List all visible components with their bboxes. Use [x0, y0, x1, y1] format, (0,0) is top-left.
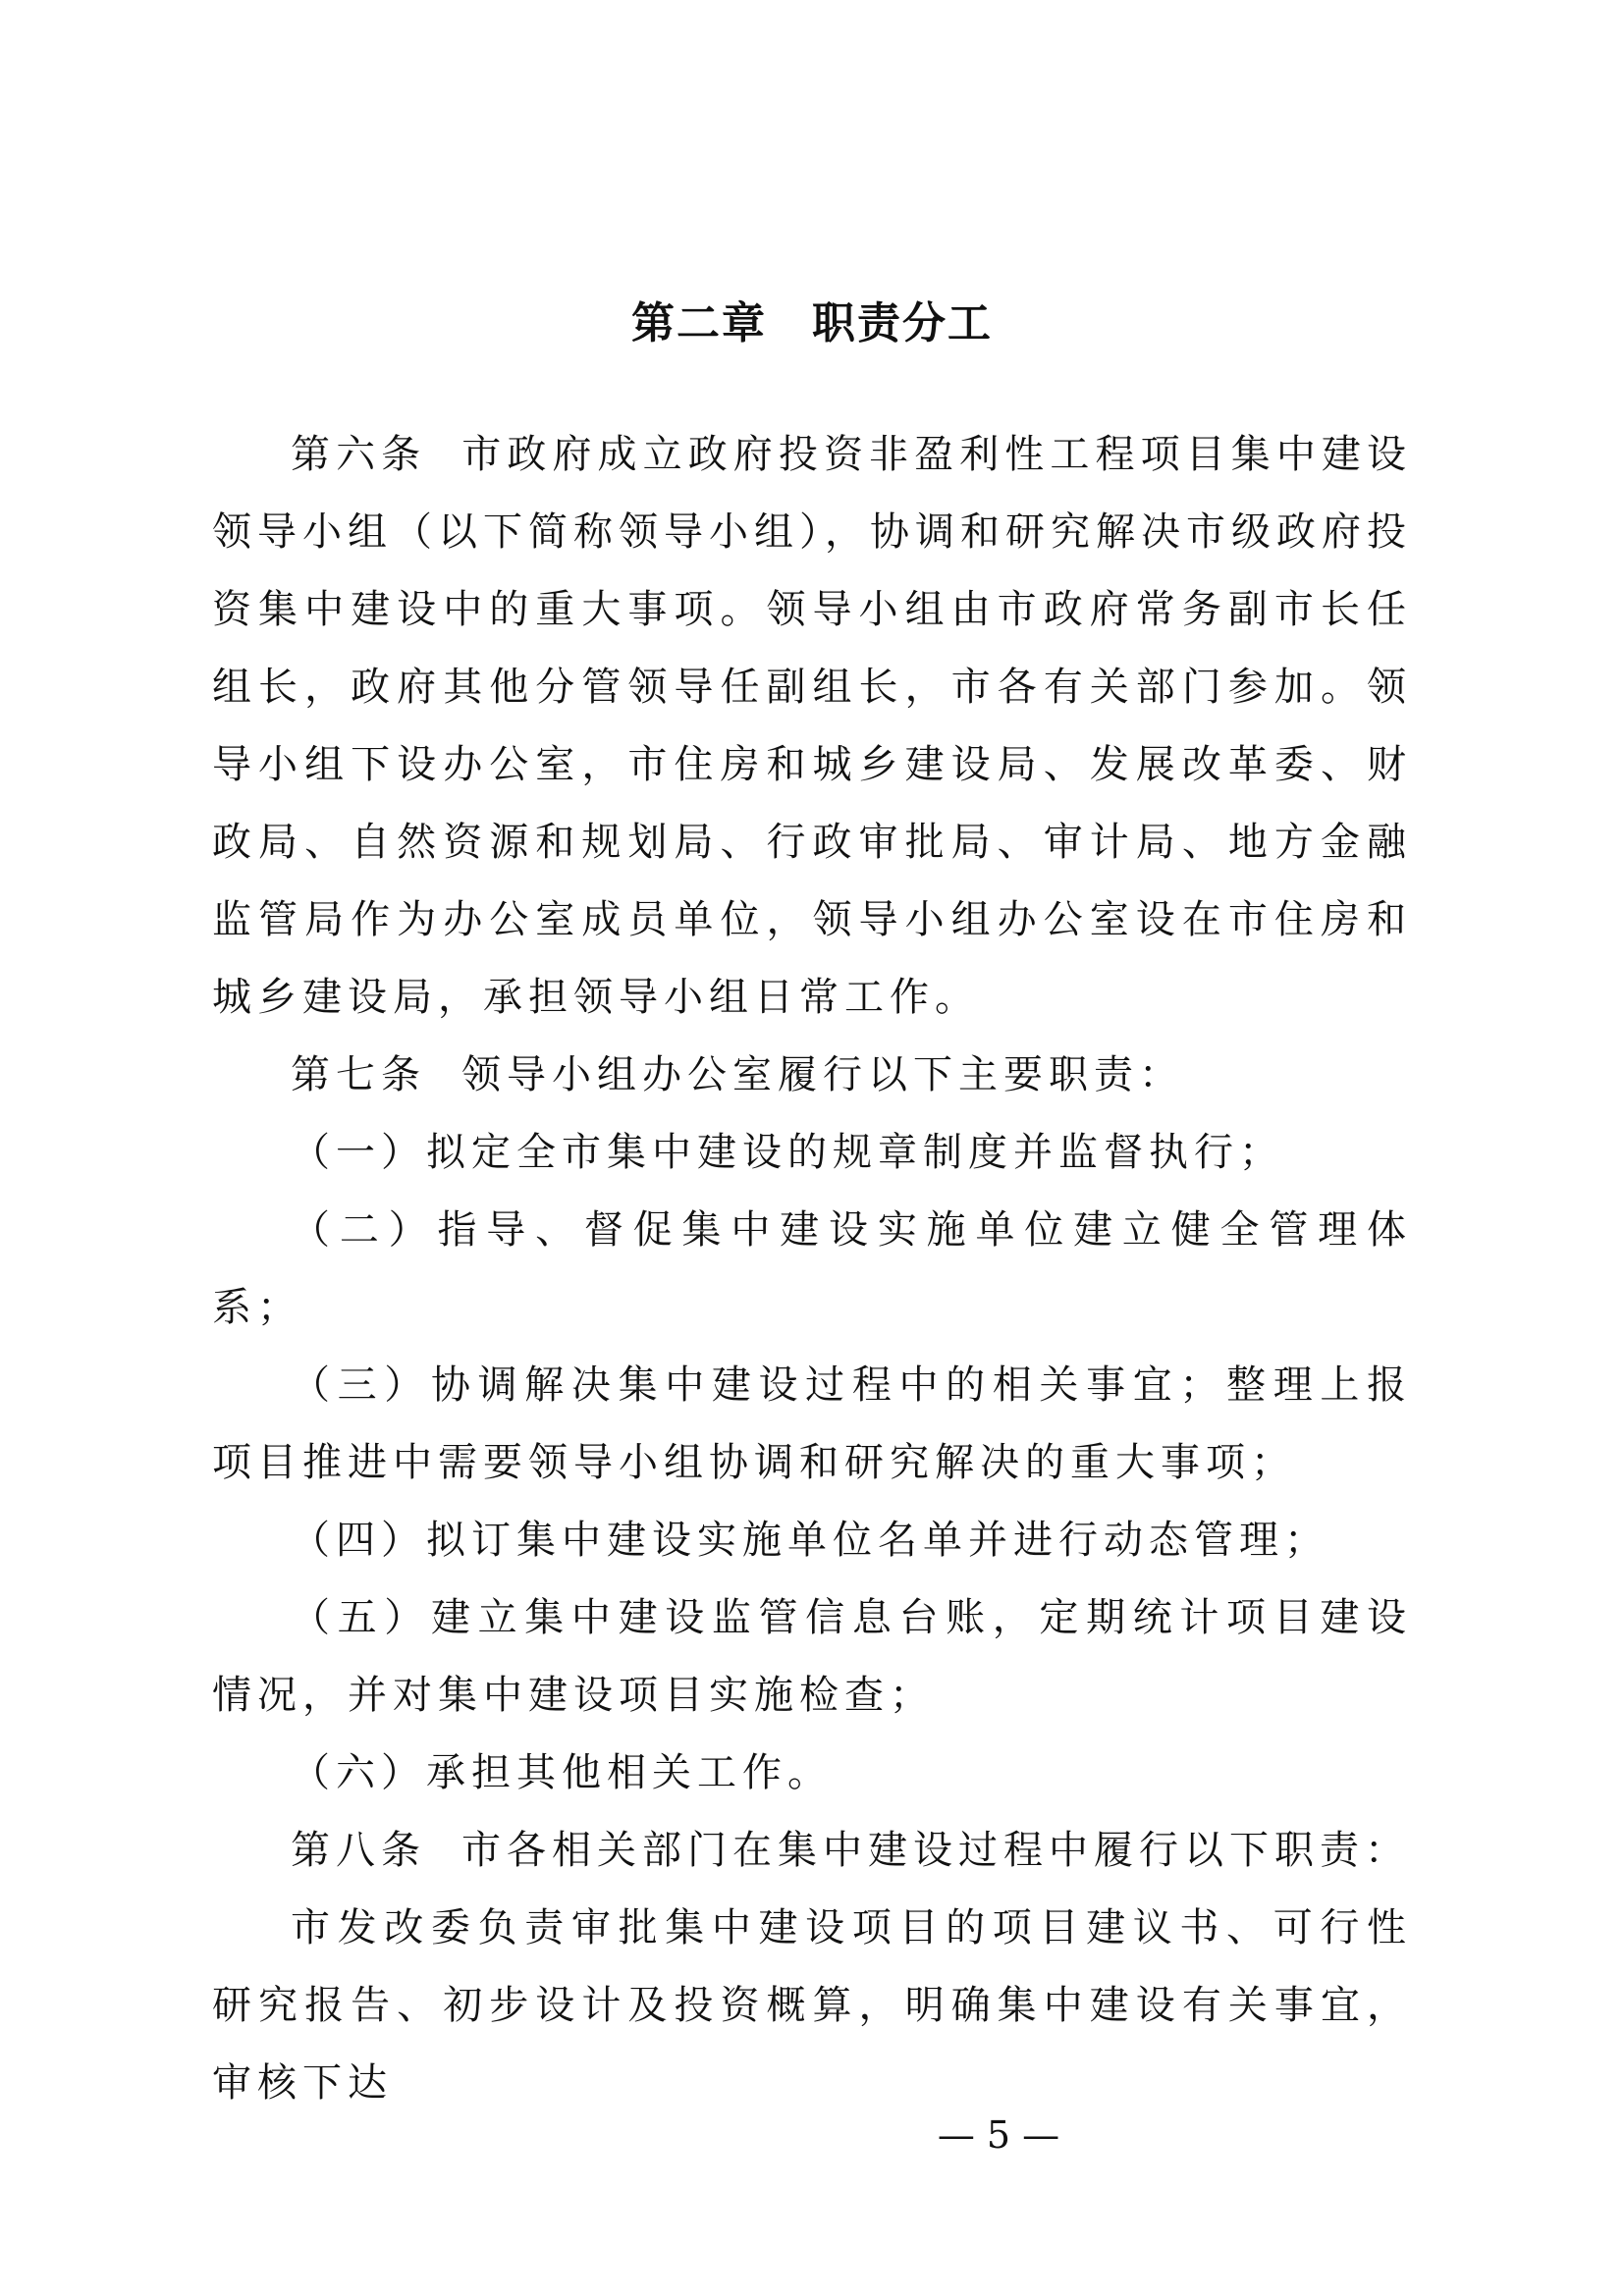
- paragraph-text: （六）承担其他相关工作。: [291, 1750, 833, 1795]
- list-item: [212, 1502, 1412, 1579]
- paragraph-text: 领导小组办公室履行以下主要职责：: [461, 1052, 1184, 1097]
- paragraph-text: 市发改委负责审批集中建设项目的项目建议书、可行性研究报告、初步设计及投资概算，明确集中建设有关事宜，审核下达: [212, 1905, 1412, 2106]
- list-item: [212, 1114, 1412, 1192]
- list-item: [212, 1347, 1412, 1502]
- article-label: 第八条: [291, 1828, 426, 1873]
- chapter-title: 第二章 职责分工: [631, 298, 993, 348]
- paragraph-text: （三）协调解决集中建设过程中的相关事宜；整理上报项目推进中需要领导小组协调和研究解决的重大事项；: [212, 1362, 1412, 1485]
- list-item: [212, 1579, 1412, 1735]
- paragraph-text: （四）拟订集中建设实施单位名单并进行动态管理；: [291, 1518, 1329, 1563]
- paragraph-article-7: [212, 1037, 1412, 1114]
- article-label: 第六条: [291, 432, 427, 477]
- paragraph-text: （二）指导、督促集中建设实施单位建立健全管理体系；: [212, 1207, 1412, 1330]
- paragraph-article-6: [212, 416, 1412, 1037]
- page-number: — 5 —: [937, 2113, 1060, 2157]
- body-text: [212, 416, 1412, 2122]
- list-item: [212, 1735, 1412, 1812]
- list-item: [212, 1192, 1412, 1347]
- paragraph-text: （一）拟定全市集中建设的规章制度并监督执行；: [291, 1130, 1284, 1175]
- article-label: 第七条: [291, 1052, 426, 1097]
- paragraph-continuation: [212, 1890, 1412, 2122]
- paragraph-text: 市政府成立政府投资非盈利性工程项目集中建设领导小组（以下简称领导小组），协调和研究解决市级政府投资集中建设中的重大事项。领导小组由市政府常务副市长任组长，政府其他分管领导任副组长，市各有关部门参加。领导小组下设办公室，市住房和城乡建设局、发展改革委、财政局、自然资源和规划局、行政审批局、审计局、地方金融监管局作为办公室成员单位，领导小组办公室设在市住房和城乡建设局，承担领导小组日常工作。: [212, 432, 1413, 1020]
- paragraph-text: （五）建立集中建设监管信息台账，定期统计项目建设情况，并对集中建设项目实施检查；: [212, 1595, 1412, 1718]
- paragraph-text: 市各相关部门在集中建设过程中履行以下职责：: [461, 1828, 1410, 1873]
- paragraph-article-8: [212, 1812, 1412, 1890]
